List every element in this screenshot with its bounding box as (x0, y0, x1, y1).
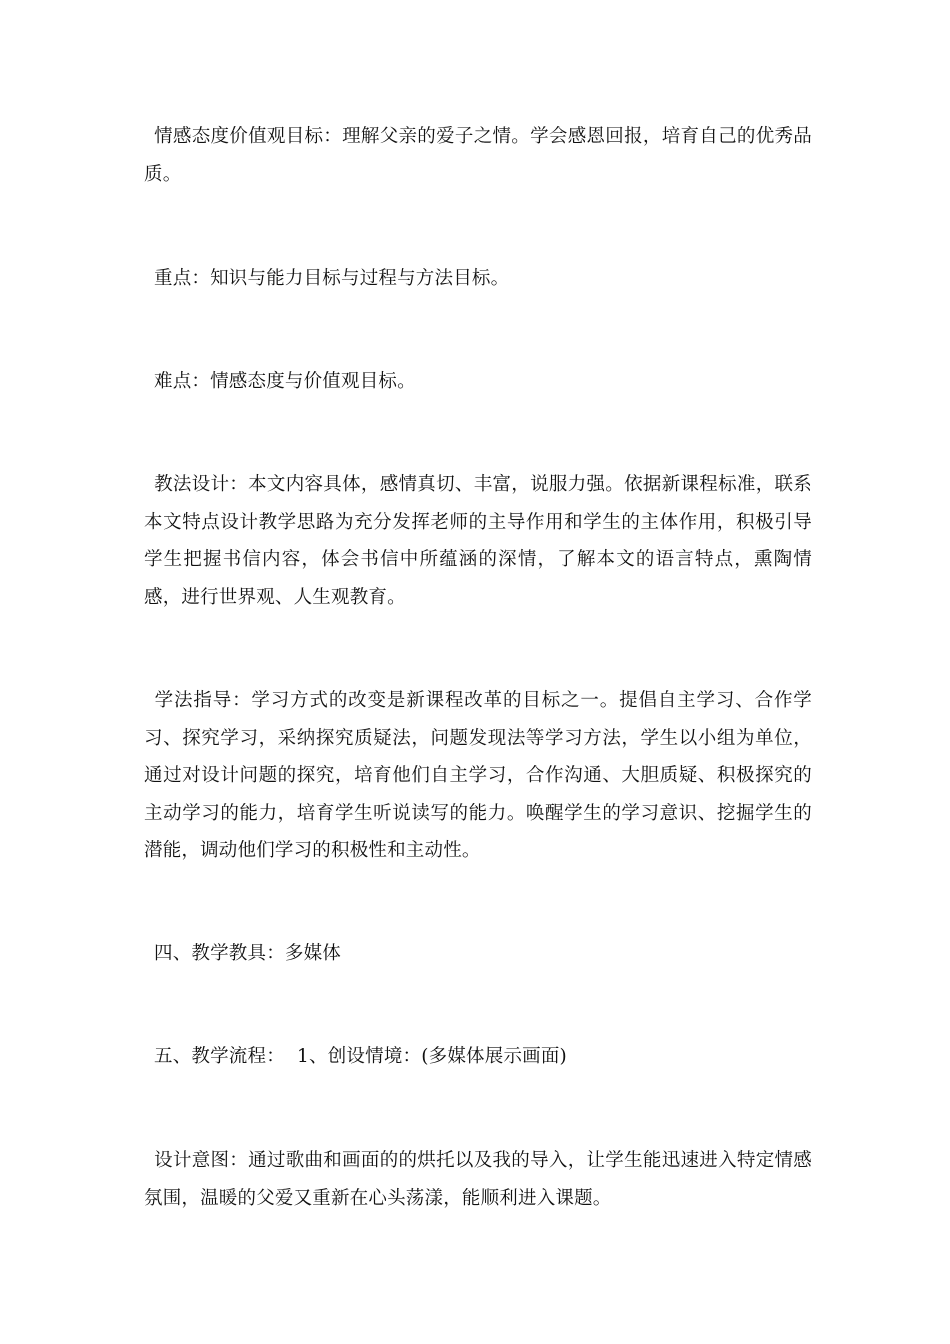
paragraph-key-points (144, 260, 812, 298)
paragraph-text: 四、教学教具：多媒体 (154, 943, 342, 964)
paragraph-affective-goals (144, 118, 812, 193)
paragraph-learning-guidance (144, 682, 812, 870)
paragraph-text: 设计意图：通过歌曲和画面的的烘托以及我的导入，让学生能迅速进入特定情感氛围，温暖的父爱又重新在心头荡漾，能顺利进入课题。 (144, 1150, 812, 1209)
paragraph-teaching-process (144, 1038, 812, 1076)
paragraph-text: 教法设计：本文内容具体，感情真切、丰富，说服力强。依据新课程标准，联系本文特点设计教学思路为充分发挥老师的主导作用和学生的主体作用，积极引导学生把握书信内容，体会书信中所蕴涵的深情，了解本文的语言特点，熏陶情感，进行世界观、人生观教育。 (144, 474, 812, 608)
paragraph-difficulties (144, 363, 812, 401)
paragraph-design-intent (144, 1142, 812, 1217)
paragraph-text: 五、教学流程： 1、创设情境：(多媒体展示画面) (154, 1046, 567, 1067)
paragraph-teaching-design (144, 466, 812, 616)
paragraph-text: 学法指导：学习方式的改变是新课程改革的目标之一。提倡自主学习、合作学习、探究学习，采纳探究质疑法，问题发现法等学习方法，学生以小组为单位，通过对设计问题的探究，培育他们自主学习，合作沟通、大胆质疑、积极探究的主动学习的能力，培育学生听说读写的能力。唤醒学生的学习意识、挖掘学生的潜能，调动他们学习的积极性和主动性。 (144, 690, 812, 861)
paragraph-text: 难点：情感态度与价值观目标。 (154, 371, 416, 392)
paragraph-text: 重点：知识与能力目标与过程与方法目标。 (154, 268, 510, 289)
paragraph-teaching-tools (144, 935, 812, 973)
paragraph-text: 情感态度价值观目标：理解父亲的爱子之情。学会感恩回报，培育自己的优秀品质。 (144, 126, 812, 185)
